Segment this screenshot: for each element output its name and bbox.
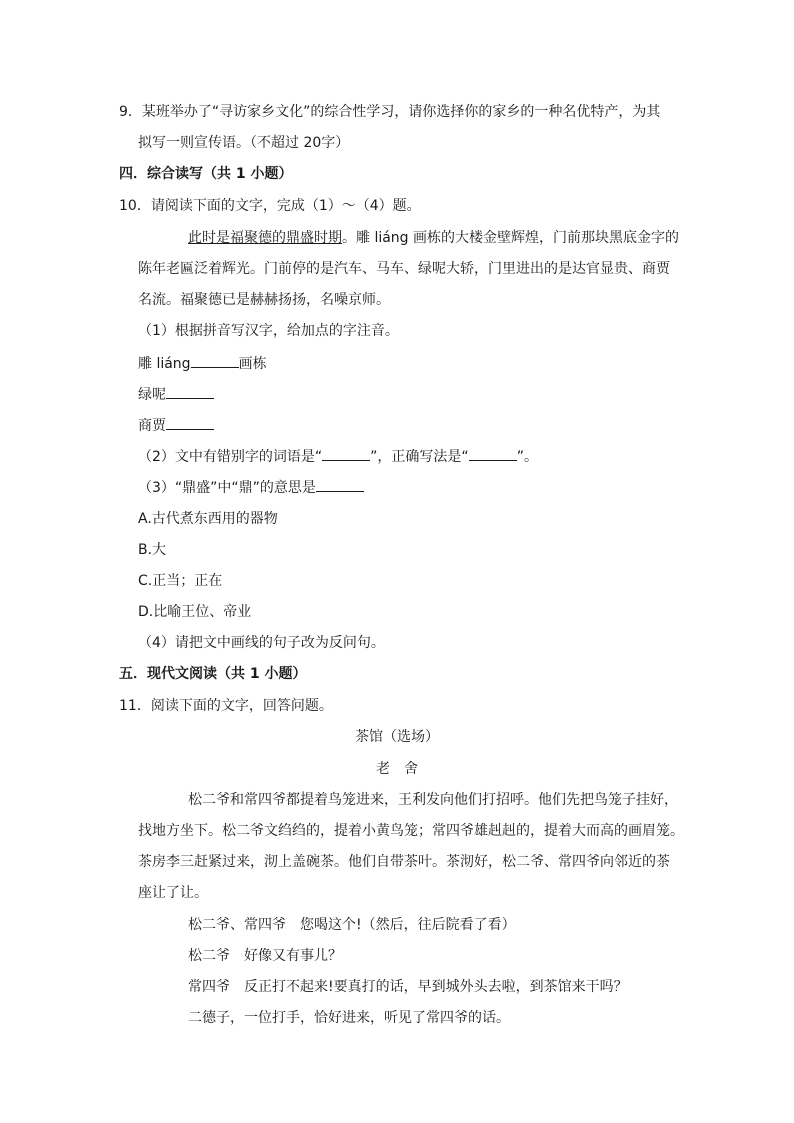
p1-line-4: 座让了让。 <box>138 885 208 901</box>
q11-intro: 11．阅读下面的文字，回答问题。 <box>119 698 333 714</box>
wrong-word-blank[interactable] <box>322 447 370 461</box>
answer-blank-c[interactable] <box>166 416 214 430</box>
item-a-suffix: 画栋 <box>238 356 267 372</box>
passage-line-1-rest: 。雕 liáng 画栋的大楼金壁辉煌，门前那块黑底金字的 <box>342 230 680 246</box>
q9-line-2: 拟写一则宣传语。（不超过 20字） <box>138 135 350 151</box>
sub3-blank[interactable] <box>316 478 364 492</box>
option-b[interactable]: B.大 <box>138 542 167 558</box>
section-5-heading: 五．现代文阅读（共 1 小题） <box>119 666 307 682</box>
q10-passage-line-2: 陈年老匾泛着辉光。门前停的是汽车、马车、绿呢大轿，门里进出的是达官显贵、商贾 <box>138 261 670 277</box>
q10-sub-2 <box>138 447 538 466</box>
q10-sub-1: （1）根据拼音写汉字，给加点的字注音。 <box>138 323 399 339</box>
item-b-label: 绿呢 <box>138 387 166 403</box>
dialogue-line-3: 常四爷 反正打不起来!要真打的话，早到城外头去啦，到茶馆来干吗？ <box>188 979 628 995</box>
section-4-heading: 四．综合读写（共 1 小题） <box>119 166 293 182</box>
sub2-text-b: ”，正确写法是“ <box>370 449 469 465</box>
q10-passage-line-1 <box>188 229 679 247</box>
dialogue-line-2: 松二爷 好像又有事儿？ <box>188 948 342 964</box>
dialogue-line-4: 二德子，一位打手，恰好进来，听见了常四爷的话。 <box>188 1010 510 1026</box>
q10-sub-4: （4）请把文中画线的句子改为反问句。 <box>138 635 385 651</box>
q10-intro: 10．请阅读下面的文字，完成（1）～（4）题。 <box>119 198 421 214</box>
sub2-text-c: ”。 <box>516 449 538 465</box>
q10-item-a <box>138 354 267 373</box>
p1-line-1: 松二爷和常四爷都提着鸟笼进来，王利发向他们打招呼。他们先把鸟笼子挂好， <box>188 792 678 808</box>
underlined-sentence: 此时是福聚德的鼎盛时期 <box>188 230 342 246</box>
item-a-prefix: 雕 liáng <box>138 356 191 372</box>
q10-sub-3 <box>138 478 364 497</box>
option-d[interactable]: D.比喻王位、帝业 <box>138 604 252 620</box>
dialogue-line-1: 松二爷、常四爷 您喝这个!（然后，往后院看了看） <box>188 917 516 933</box>
p1-line-2: 找地方坐下。松二爷文绉绉的，提着小黄鸟笼；常四爷雄赳赳的，提着大而高的画眉笼。 <box>138 823 684 839</box>
q10-item-c <box>138 416 214 435</box>
item-c-label: 商贾 <box>138 418 166 434</box>
p1-line-3: 茶房李三赶紧过来，沏上盖碗茶。他们自带茶叶。茶沏好，松二爷、常四爷向邻近的茶 <box>138 854 670 870</box>
correct-word-blank[interactable] <box>469 447 517 461</box>
answer-blank-a[interactable] <box>191 354 239 368</box>
option-c[interactable]: C.正当；正在 <box>138 573 223 589</box>
sub3-text: （3）“鼎盛”中“鼎”的意思是 <box>138 480 316 496</box>
excerpt-title: 茶馆（选场） <box>355 729 439 745</box>
excerpt-author: 老 舍 <box>376 761 418 777</box>
answer-blank-b[interactable] <box>166 385 214 399</box>
q10-item-b <box>138 385 214 404</box>
q10-passage-line-3: 名流。福聚德已是赫赫扬扬，名噪京师。 <box>138 292 390 308</box>
q9-line-1: 9．某班举办了“寻访家乡文化”的综合性学习，请你选择你的家乡的一种名优特产，为其 <box>119 104 661 120</box>
sub2-text-a: （2）文中有错别字的词语是“ <box>138 449 323 465</box>
option-a[interactable]: A.古代煮东西用的器物 <box>138 511 278 527</box>
